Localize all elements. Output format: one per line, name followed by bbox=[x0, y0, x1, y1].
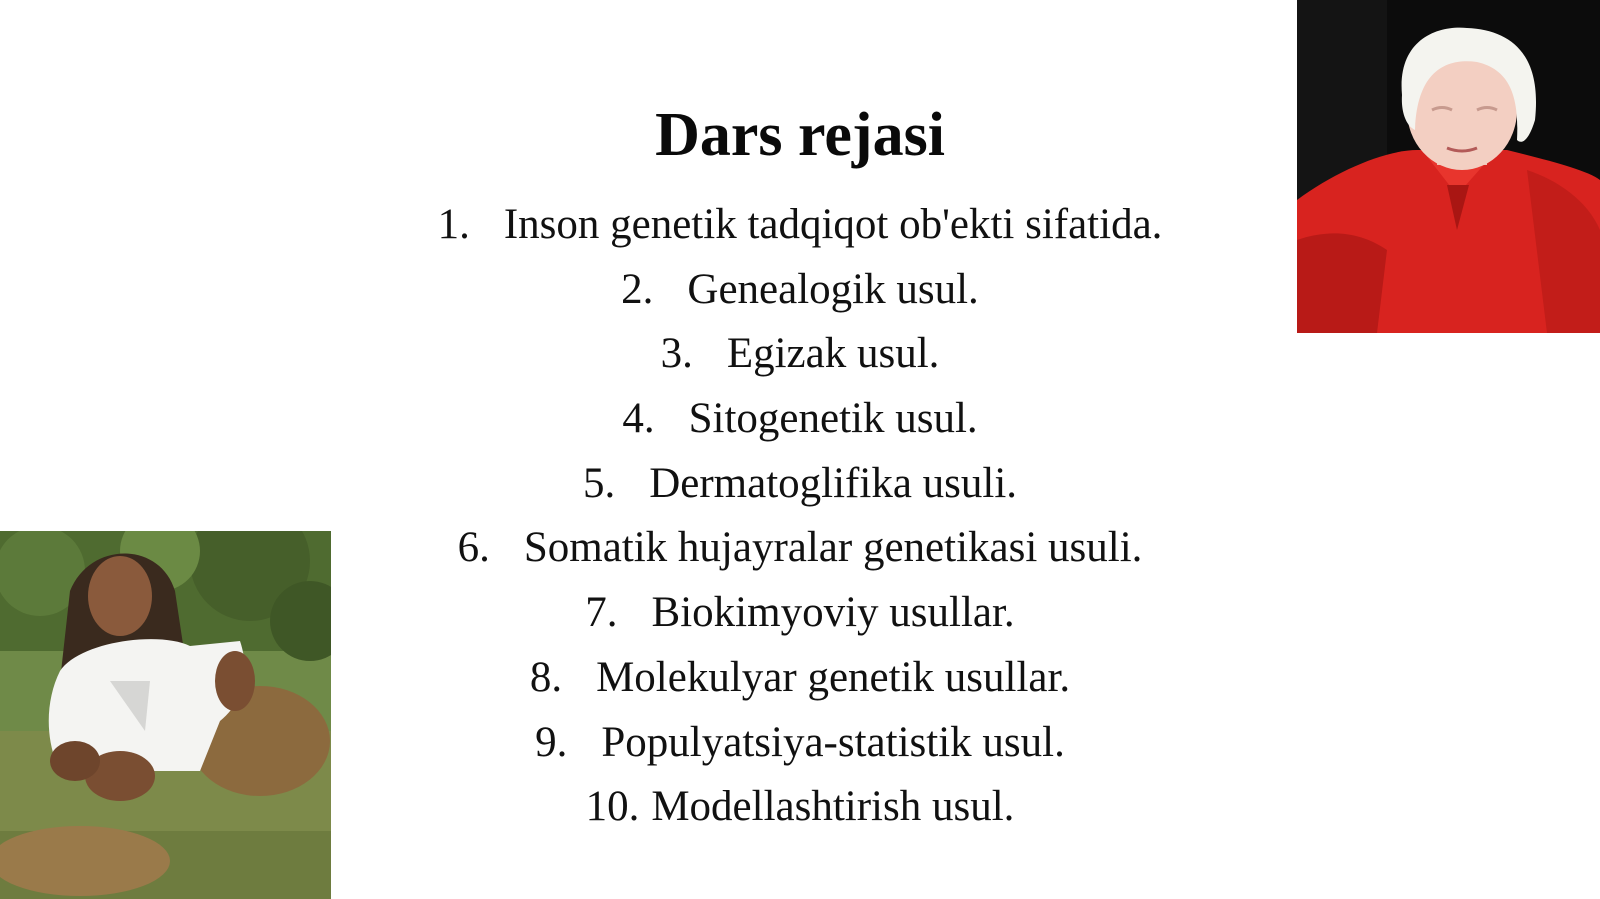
list-item-text: Dermatoglifika usuli. bbox=[649, 459, 1018, 507]
list-item-number: 9. bbox=[535, 718, 568, 766]
portrait-photo-icon bbox=[1297, 0, 1600, 333]
list-item-text: Modellashtirish usul. bbox=[651, 783, 1015, 831]
list-item-text: Biokimyoviy usullar. bbox=[651, 589, 1015, 637]
list-item-number: 2. bbox=[621, 265, 654, 313]
list-item-number: 3. bbox=[660, 330, 693, 378]
list-item bbox=[0, 387, 1600, 452]
list-item-number: 5. bbox=[582, 459, 616, 507]
list-item-number: 6. bbox=[457, 524, 490, 572]
list-item-number: 10. bbox=[585, 783, 640, 831]
list-item-text: Inson genetik tadqiqot ob'ekti sifatida. bbox=[503, 201, 1163, 248]
list-item-text: Somatik hujayralar genetikasi usuli. bbox=[523, 524, 1143, 572]
portrait-photo bbox=[1297, 0, 1600, 333]
list-item-number: 8. bbox=[529, 653, 563, 701]
list-item-text: Molekulyar genetik usullar. bbox=[596, 653, 1071, 701]
list-item-number: 7. bbox=[585, 589, 618, 637]
field-photo bbox=[0, 531, 331, 899]
list-item-number: 4. bbox=[622, 395, 655, 443]
list-item-text: Sitogenetik usul. bbox=[688, 395, 978, 443]
list-item-text: Populyatsiya-statistik usul. bbox=[601, 718, 1065, 766]
list-item bbox=[0, 452, 1600, 517]
list-item-number: 1. bbox=[437, 201, 470, 248]
list-item-text: Egizak usul. bbox=[726, 330, 940, 378]
slide-title: Dars rejasi bbox=[655, 101, 945, 169]
list-item-text: Genealogik usul. bbox=[687, 265, 979, 313]
field-photo-icon bbox=[0, 531, 331, 899]
